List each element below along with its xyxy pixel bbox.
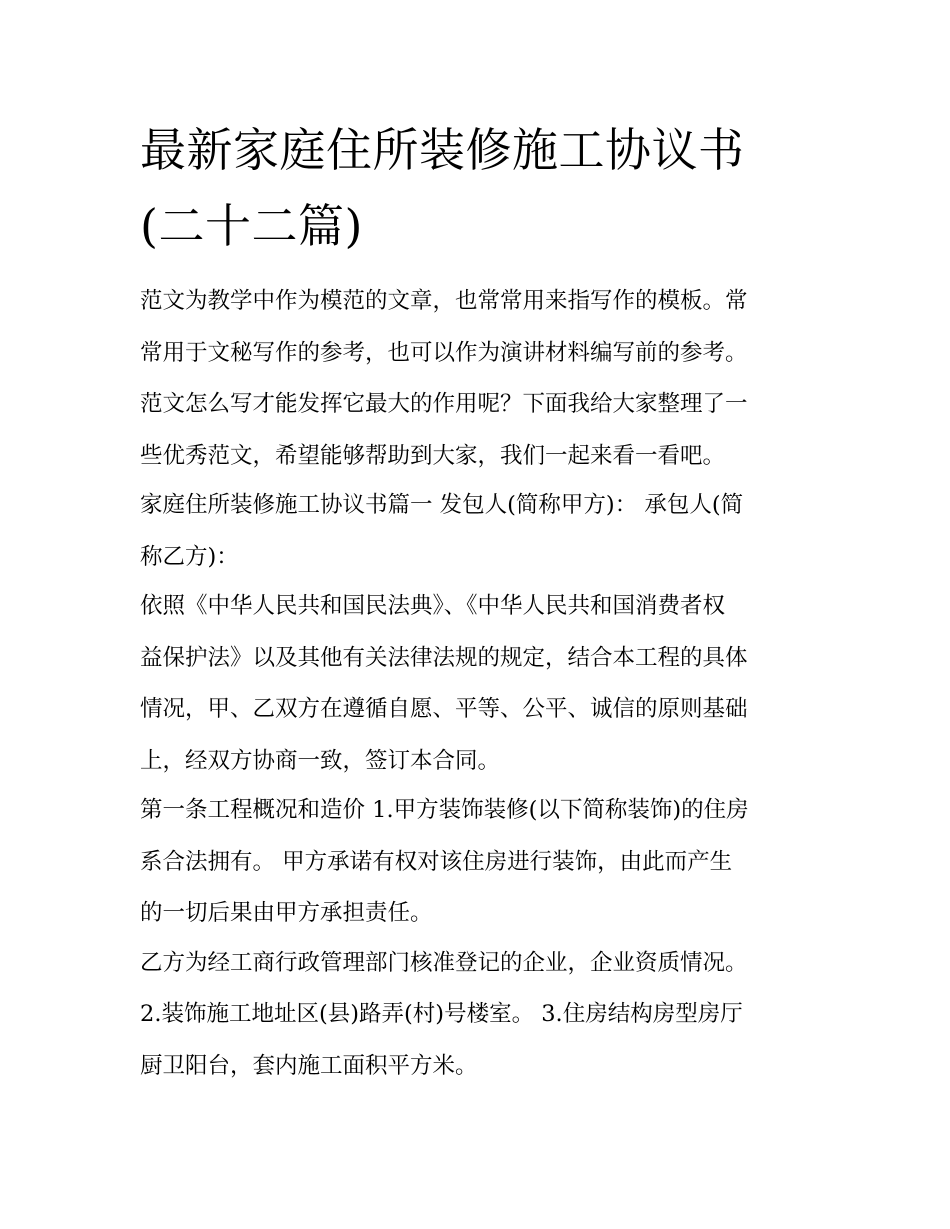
text-line: 称乙方)： (140, 543, 239, 570)
text-line: 2.装饰施工地址区(县)路弄(村)号楼室。 3.住房结构房型房厅 (140, 1001, 743, 1027)
paragraph-intro (140, 276, 820, 482)
paragraph-legal-basis (140, 581, 820, 787)
document-title (140, 112, 820, 264)
text-line: 益保护法》以及其他有关法律法规的规定，结合本工程的具体 (140, 644, 748, 671)
text-line: 乙方为经工商行政管理部门核准登记的企业，企业资质情况。 (140, 949, 748, 976)
title-line: (二十二篇) (140, 199, 363, 253)
document-body (140, 276, 820, 1090)
paragraph-contractor-info (140, 938, 820, 1093)
paragraph-article-one (140, 785, 820, 940)
text-line: 范文怎么写才能发挥它最大的作用呢？下面我给大家整理了一 (140, 391, 748, 417)
title-line: 最新家庭住所装修施工协议书 (140, 123, 745, 177)
text-line: 依照《中华人民共和国民法典》、《中华人民共和国消费者权 (140, 593, 726, 619)
text-line: 系合法拥有。 甲方承诺有权对该住房进行装饰，由此而产生 (140, 848, 733, 875)
paragraph-parties (140, 480, 820, 583)
text-line: 厨卫阳台，套内施工面积平方米。 (140, 1052, 478, 1079)
text-line: 情况，甲、乙双方在遵循自愿、平等、公平、诚信的原则基础 (140, 696, 748, 722)
text-line: 第一条工程概况和造价 1.甲方装饰装修(以下简称装饰)的住房 (140, 797, 749, 823)
text-line: 家庭住所装修施工协议书篇一 发包人(简称甲方)： 承包人(简 (140, 492, 744, 518)
text-line: 范文为教学中作为模范的文章，也常常用来指写作的模板。常 (140, 288, 748, 314)
text-line: 常用于文秘写作的参考，也可以作为演讲材料编写前的参考。 (140, 339, 748, 366)
text-line: 些优秀范文，希望能够帮助到大家，我们一起来看一看吧。 (140, 442, 726, 469)
text-line: 上，经双方协商一致，签订本合同。 (140, 747, 501, 774)
text-line: 的一切后果由甲方承担责任。 (140, 900, 433, 926)
